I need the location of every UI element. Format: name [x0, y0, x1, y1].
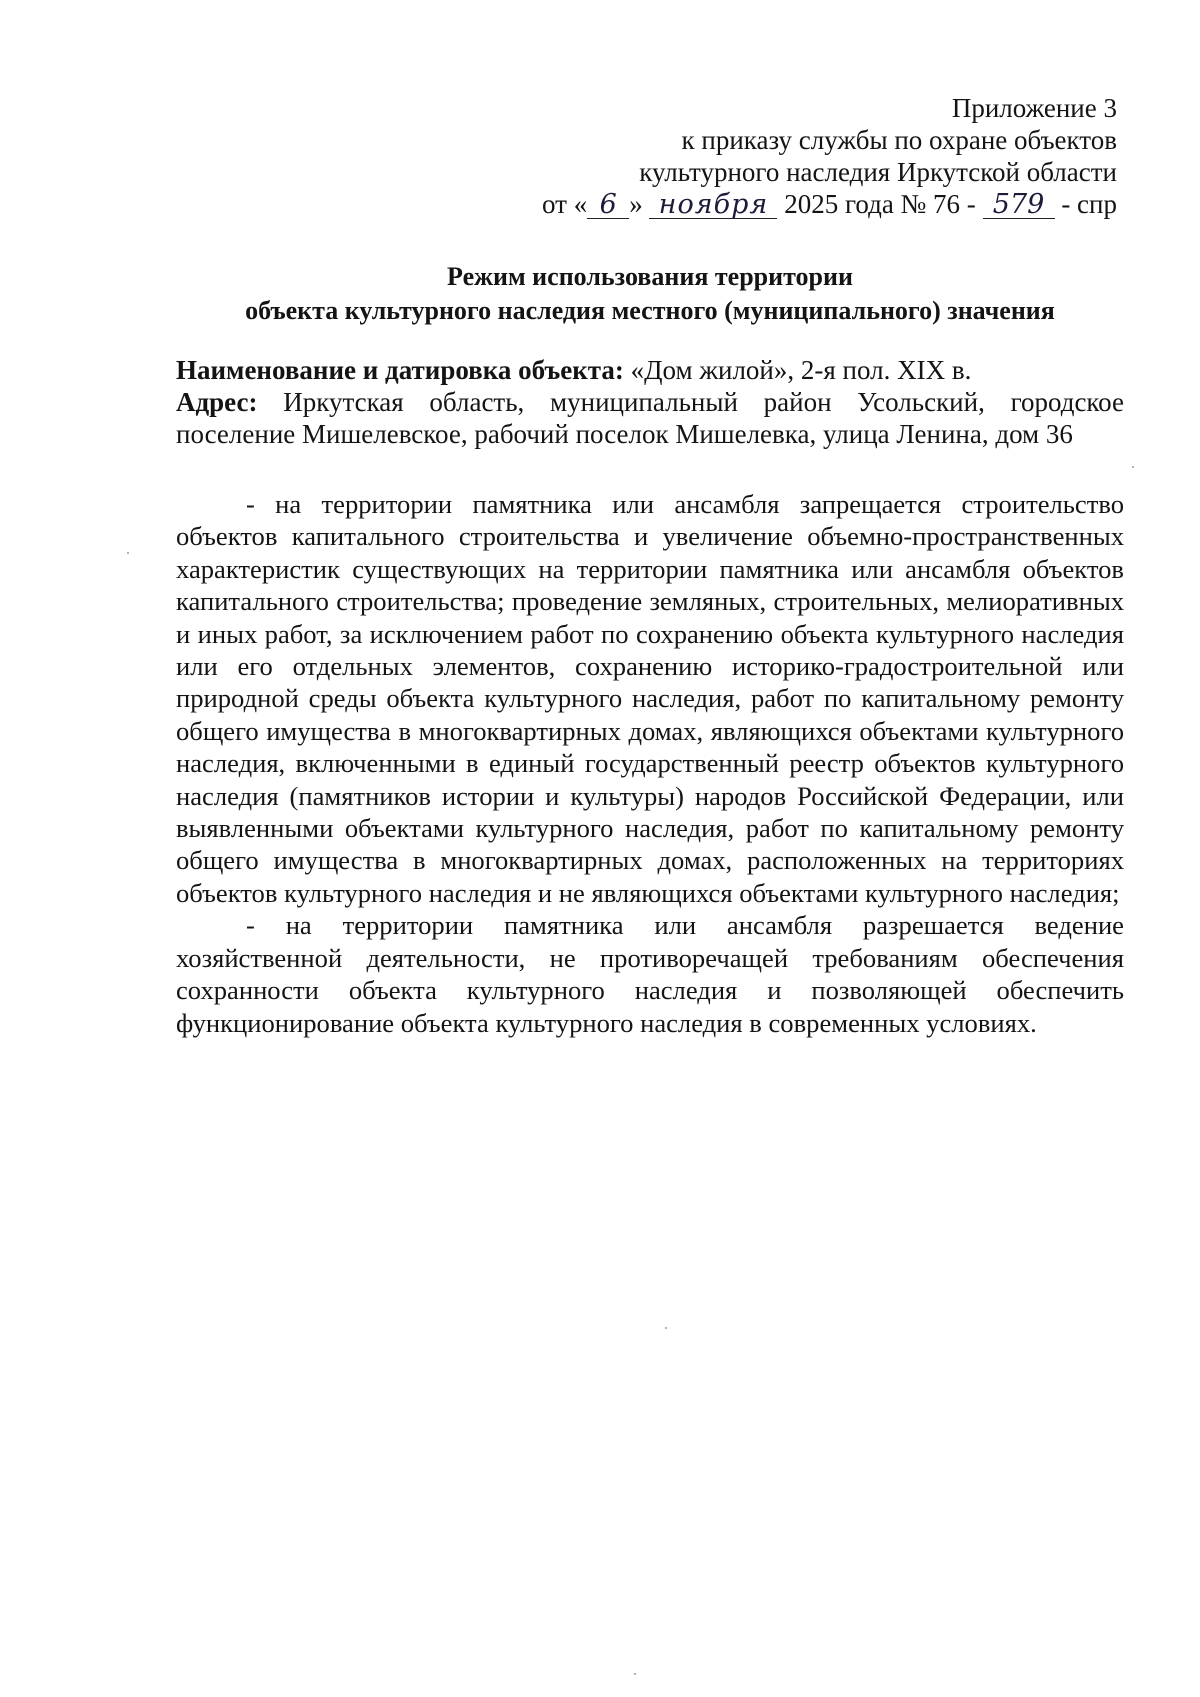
appendix-header — [417, 92, 1117, 220]
appendix-number: Приложение 3 — [951, 93, 1117, 123]
handwritten-month: ноября — [649, 192, 777, 219]
document-title — [176, 260, 1124, 328]
appendix-order-line: к приказу службы по охране объектов — [681, 125, 1117, 155]
scan-speck — [634, 1673, 636, 1675]
date-prefix: от « — [542, 189, 588, 219]
handwritten-order-number: 579 — [983, 192, 1055, 219]
object-address-value: Иркутская область, муниципальный район Усольский, городское поселение Мишелевское, рабочий поселок Мишелевка, улица Ленина, дом 36 — [176, 387, 1124, 449]
object-info — [176, 354, 1124, 450]
scan-speck — [665, 1327, 667, 1329]
date-mid: » — [629, 189, 643, 219]
scan-speck — [127, 552, 129, 554]
regime-text — [176, 488, 1124, 1039]
object-address-row — [176, 386, 1124, 450]
title-line-1: Режим использования территории — [447, 262, 853, 291]
object-address-label: Адрес: — [176, 387, 258, 417]
object-name-value: «Дом жилой», 2-я пол. XIX в. — [630, 355, 972, 385]
regime-paragraph-permissions: - на территории памятника или ансамбля разрешается ведение хозяйственной деятельности, не противоречащей требованиям обеспечения сохранности объекта культурного наследия и позволяющей обеспечить функционирование объекта культурного наследия в современных условиях. — [176, 910, 1124, 1038]
object-name-label: Наименование и датировка объекта: — [176, 355, 624, 385]
title-line-2: объекта культурного наследия местного (муниципального) значения — [245, 296, 1055, 325]
scan-speck — [1132, 466, 1134, 468]
order-year-text: 2025 года № 76 - — [784, 189, 976, 219]
object-name-row — [176, 354, 1124, 386]
regime-paragraph-prohibitions: - на территории памятника или ансамбля запрещается строительство объектов капитального строительства и увеличение объемно-пространственных характеристик существующих на территории памятника или ансамбля объектов капитального строительства; проведение земляных, строительных, мелиоративных и иных работ, за исключением работ по сохранению объекта культурного наследия или его отдельных элементов, сохранению историко-градостроительной или природной среды объекта культурного наследия, работ по капитальному ремонту общего имущества в многоквартирных домах, являющихся объектами культурного наследия, включенными в единый государственный реестр объектов культурного наследия (памятников истории и культуры) народов Российской Федерации, или выявленными объектами культурного наследия, работ по капитальному ремонту общего имущества в многоквартирных домах, расположенных на территориях объектов культурного наследия и не являющихся объектами культурного наследия; — [176, 489, 1124, 908]
appendix-authority-line: культурного наследия Иркутской области — [639, 157, 1117, 187]
order-date-line — [417, 188, 1117, 220]
order-suffix: - спр — [1061, 189, 1117, 219]
handwritten-day: 6 — [587, 192, 629, 219]
